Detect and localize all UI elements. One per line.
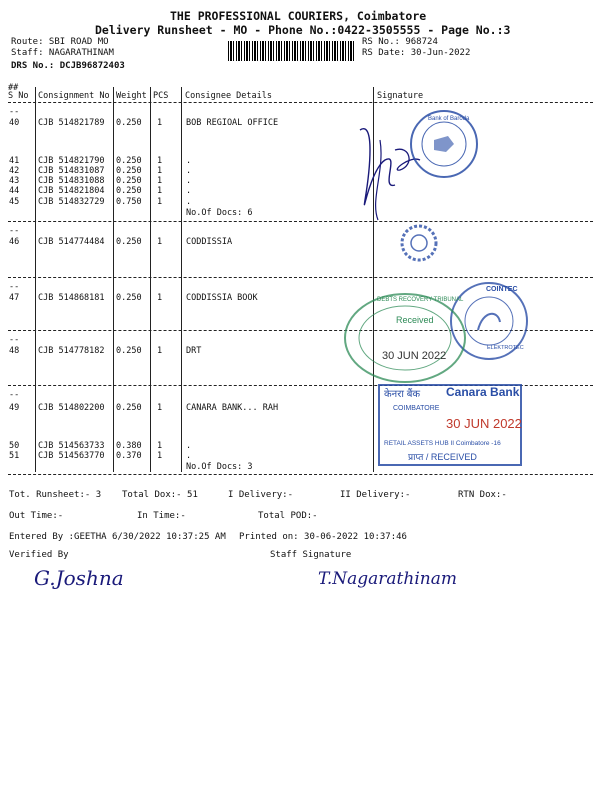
rs-date: RS Date: 30-Jun-2022 [362,48,471,58]
row-details: . [186,441,192,451]
cointec-label: COINTEC [486,286,518,293]
second-delivery: II Delivery:- [340,490,411,500]
group-mark: -- [9,390,20,400]
verified-by: Verified By [9,550,69,560]
canara-stamp-date: 30 JUN 2022 [446,416,522,431]
row-details: . [186,197,192,207]
row-pcs: 1 [157,176,163,186]
runsheet-subtitle: Delivery Runsheet - MO - Phone No.:0422-3505555 - Page No.:3 [95,23,511,37]
col-consignment: Consignment No [38,91,110,101]
in-time: In Time:- [137,511,186,521]
col-signature: Signature [377,91,424,101]
group-mark: -- [9,226,20,236]
row-consignment: CJB 514563770 [38,451,105,461]
col-weight: Weight [116,91,147,101]
drt-received-label: Received [396,315,434,325]
row-pcs: 1 [157,156,163,166]
row-weight: 0.250 [116,176,142,186]
row-weight: 0.250 [116,186,142,196]
out-time: Out Time:- [9,511,64,521]
row-details: . [186,186,192,196]
row-details: DRT [186,346,202,356]
row-weight: 0.370 [116,451,142,461]
verifier-signature: G.Joshna [34,566,124,590]
canara-bank-name: Canara Bank [446,385,520,399]
cointec-ring-label: ELEKTROTEC [487,345,524,351]
row-sno: 41 [9,156,20,166]
row-details: CODDISSIA [186,237,233,247]
row-consignment: CJB 514821804 [38,186,105,196]
row-weight: 0.250 [116,156,142,166]
row-weight: 0.250 [116,346,142,356]
total-runsheet: Tot. Runsheet:- 3 [9,490,102,500]
row-pcs: 1 [157,166,163,176]
row-details: . [186,176,192,186]
row-weight: 0.250 [116,403,142,413]
row-sno: 47 [9,293,20,303]
rs-number: RS No.: 968724 [362,37,438,47]
canara-city: COIMBATORE [393,405,440,412]
barcode [228,41,356,61]
rtn-dox: RTN Dox:- [458,490,507,500]
row-consignment: CJB 514831088 [38,176,105,186]
gear-stamp-icon [398,222,440,264]
canara-hub: RETAIL ASSETS HUB II Coimbatore -16 [384,440,501,447]
row-consignment: CJB 514563733 [38,441,105,451]
row-pcs: 1 [157,451,163,461]
row-consignment: CJB 514802200 [38,403,105,413]
row-pcs: 1 [157,118,163,128]
staff-signature-label: Staff Signature [270,550,352,560]
row-sno: 50 [9,441,20,451]
row-sno: 46 [9,237,20,247]
col-divider [35,87,36,472]
col-consignee: Consignee Details [185,91,272,101]
row-separator [8,102,593,103]
canara-received: प्राप्त / RECEIVED [408,452,477,462]
row-weight: 0.250 [116,293,142,303]
row-sno: 49 [9,403,20,413]
canara-hindi-name: केनरा बैंक [384,389,421,400]
row-sno: 51 [9,451,20,461]
row-consignment: CJB 514778182 [38,346,105,356]
row-details: . [186,166,192,176]
drt-stamp-date: 30 JUN 2022 [382,350,447,362]
col-divider [181,87,182,472]
row-consignment: CJB 514868181 [38,293,105,303]
row-details: . [186,451,192,461]
group-mark: -- [9,335,20,345]
row-pcs: 1 [157,346,163,356]
row-weight: 0.250 [116,166,142,176]
route-label: Route: SBI ROAD MO [11,37,109,47]
row-consignment: CJB 514821790 [38,156,105,166]
company-title: THE PROFESSIONAL COURIERS, Coimbatore [170,9,427,23]
row-pcs: 1 [157,441,163,451]
row-sno: 48 [9,346,20,356]
row-sno: 45 [9,197,20,207]
row-consignment: CJB 514831087 [38,166,105,176]
row-weight: 0.750 [116,197,142,207]
group-mark: -- [9,282,20,292]
row-details: . [186,156,192,166]
row-weight: 0.250 [116,237,142,247]
col-sno: S No [8,91,29,101]
row-consignment: CJB 514774484 [38,237,105,247]
col-divider [113,87,114,472]
row-sno: 42 [9,166,20,176]
entered-by: Entered By :GEETHA 6/30/2022 10:37:25 AM [9,532,226,542]
row-consignment: CJB 514821789 [38,118,105,128]
row-details: CANARA BANK... RAH [186,403,279,413]
first-delivery: I Delivery:- [228,490,294,500]
drs-number: DRS No.: DCJB96872403 [11,61,125,71]
docs-count: No.Of Docs: 6 [186,208,253,218]
row-sno: 44 [9,186,20,196]
row-pcs: 1 [157,403,163,413]
hash-mark: ## [8,83,19,93]
row-pcs: 1 [157,197,163,207]
bob-stamp-label: Bank of Baroda [428,116,470,122]
group-mark: -- [9,107,20,117]
row-separator [8,277,593,278]
drt-ring-label: DEBTS RECOVERY TRIBUNAL [377,297,464,303]
row-pcs: 1 [157,186,163,196]
row-sno: 40 [9,118,20,128]
col-divider [150,87,151,472]
row-separator [8,474,593,475]
row-weight: 0.380 [116,441,142,451]
row-separator [8,221,593,222]
col-pcs: PCS [153,91,169,101]
row-details: BOB REGIOAL OFFICE [186,118,279,128]
staff-signature: T.Nagarathinam [318,569,457,589]
row-details: CODDISSIA BOOK [186,293,258,303]
row-pcs: 1 [157,293,163,303]
docs-count: No.Of Docs: 3 [186,462,253,472]
total-dox: Total Dox:- 51 [122,490,198,500]
printed-on: Printed on: 30-06-2022 10:37:46 [239,532,407,542]
row-pcs: 1 [157,237,163,247]
drt-stamp [340,290,470,390]
staff-label: Staff: NAGARATHINAM [11,48,114,58]
row-weight: 0.250 [116,118,142,128]
row-consignment: CJB 514832729 [38,197,105,207]
row-sno: 43 [9,176,20,186]
total-pod: Total POD:- [258,511,318,521]
